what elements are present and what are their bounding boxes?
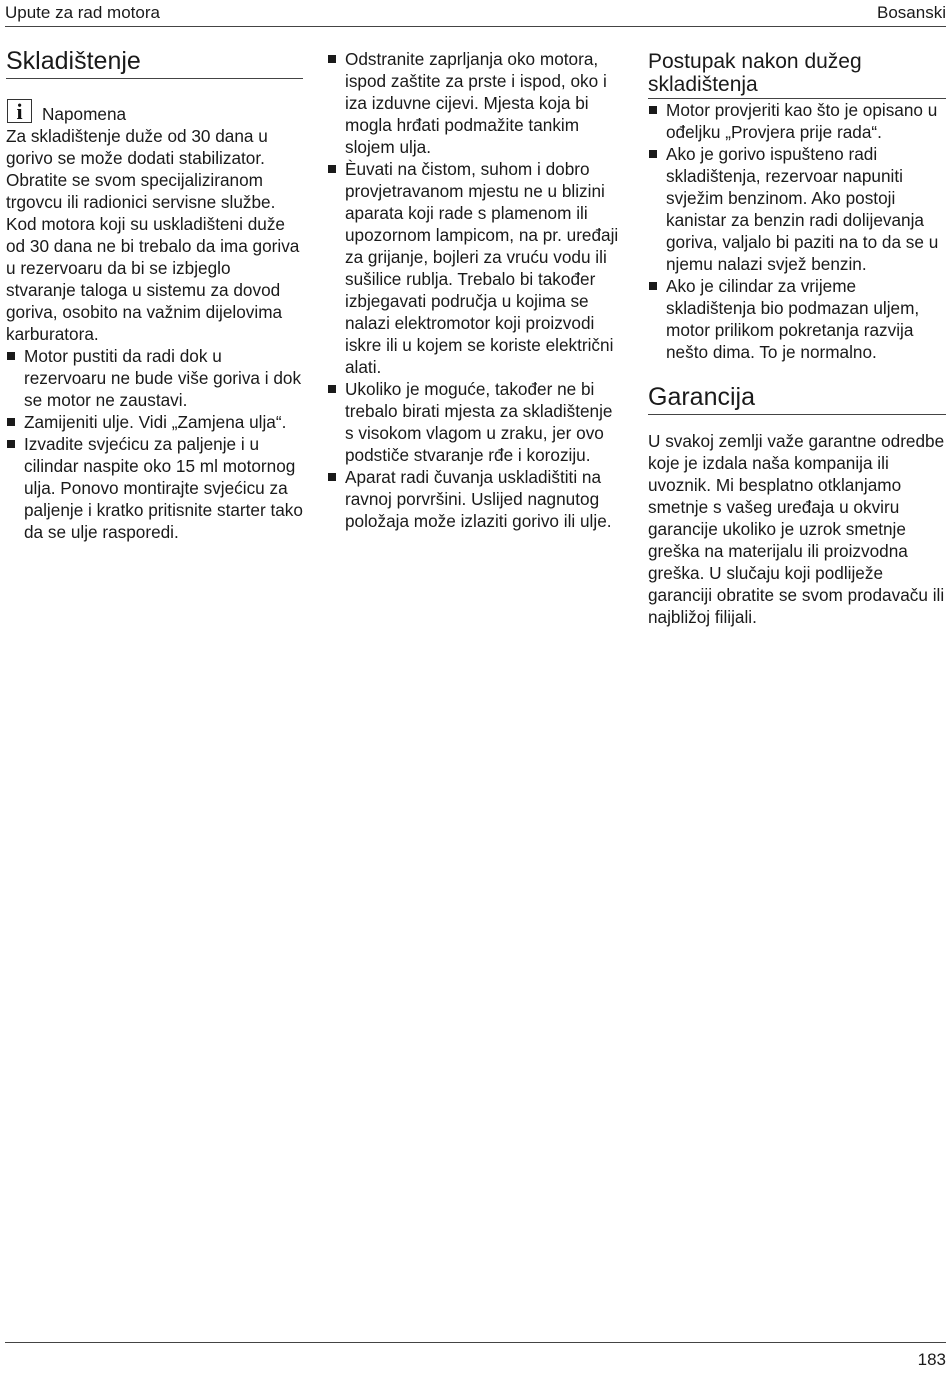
warranty-heading: Garancija <box>648 382 946 415</box>
info-icon: i <box>7 99 32 123</box>
list-item: Aparat radi čuvanja uskladištiti na ravnoj porvršini. Uslijed nagnutog položaja može izlaziti gorivo ili ulje. <box>327 466 625 532</box>
list-item: Ukoliko je moguće, također ne bi trebalo birati mjesta za skladištenje s visokom vlagom u zraku, jer ovo podstiče stvaranje rđe i koroziju. <box>327 378 625 466</box>
column-storage <box>6 46 303 543</box>
storage-steps-list <box>6 345 303 543</box>
storage-heading: Skladištenje <box>6 46 303 79</box>
list-item: Motor pustiti da radi dok u rezervoaru ne bude više goriva i dok se motor ne zaustavi. <box>6 345 303 411</box>
list-item: Zamijeniti ulje. Vidi „Zamjena ulja“. <box>6 411 303 433</box>
list-item: Motor provjeriti kao što je opisano u ođeljku „Provjera prije rada“. <box>648 99 946 143</box>
footer-divider <box>5 1342 946 1343</box>
page-header <box>5 0 946 27</box>
note-header <box>6 99 303 125</box>
list-item: Ako je gorivo ispušteno radi skladištenja, rezervoar napuniti svježim benzinom. Ako postoji kanistar za benzin radi dolijevanja goriva, valjalo bi paziti na to da se u njemu nalazi svjež benzin. <box>648 143 946 275</box>
column-storage-continued <box>327 48 625 532</box>
list-item: Odstranite zaprljanja oko motora, ispod zaštite za prste i ispod, oko i iza izduvne cijevi. Mjesta koja bi mogla hrđati podmažite tankim slojem ulja. <box>327 48 625 158</box>
page-number: 183 <box>917 1350 946 1369</box>
column-after-storage <box>648 50 946 628</box>
header-language: Bosanski <box>877 3 946 22</box>
after-storage-list <box>648 99 946 363</box>
storage-steps-list-2 <box>327 48 625 532</box>
after-storage-heading: Postupak nakon dužeg skladištenja <box>648 50 946 99</box>
note-title: Napomena <box>42 104 127 124</box>
list-item: Èuvati na čistom, suhom i dobro provjetravanom mjestu ne u blizini aparata koji rade s plamenom ili upozornom lampicom, na pr. uređaji za grijanje, bojleri za vruću vodu ili sušilice rublja. Trebalo bi također izbjegavati područja u kojima se nalazi elektromotor koji proizvodi iskre ili u kojem se koriste električni alati. <box>327 158 625 378</box>
header-manual-title: Upute za rad motora <box>5 3 160 22</box>
note-text: Za skladištenje duže od 30 dana u gorivo se može dodati stabilizator. Obratite se svom specijaliziranom trgovcu ili radionici servisne službe. Kod motora koji su uskladišteni duže od 30 dana ne bi trebalo da ima goriva u rezervoaru da bi se izbjeglo stvaranje taloga u sistemu za dovod goriva, osobito na važnim dijelovima karburatora. <box>6 126 300 344</box>
list-item: Ako je cilindar za vrijeme skladištenja bio podmazan uljem, motor prilikom pokretanja razvija nešto dima. To je normalno. <box>648 275 946 363</box>
list-item: Izvadite svjećicu za paljenje i u cilindar naspite oko 15 ml motornog ulja. Ponovo montirajte svjećicu za paljenje i kratko pritisnite starter tako da se ulje rasporedi. <box>6 433 303 543</box>
warranty-text: U svakoj zemlji važe garantne odredbe koje je izdala naša kompanija ili uvoznik. Mi besplatno otklanjamo smetnje s vašeg uređaja u okviru garancije ukoliko je uzrok smetnje greška na materijalu ili proizvodna greška. U slučaju koji podliježe garanciji obratite se svom prodavaču ili najbližoj filijali. <box>648 431 945 627</box>
